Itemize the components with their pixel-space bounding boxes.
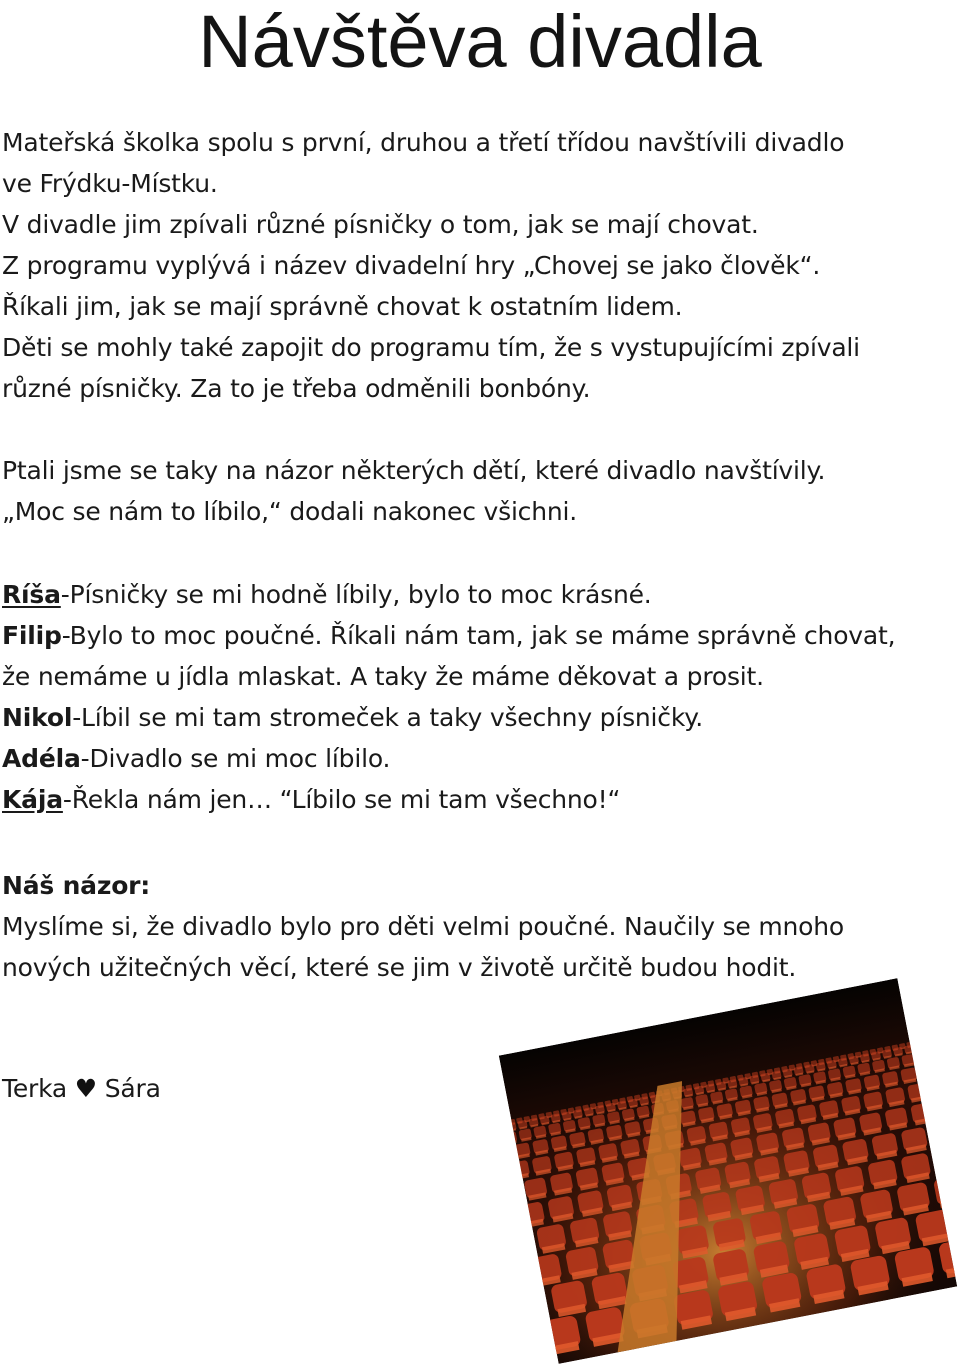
seat	[926, 1040, 936, 1049]
quote-text: -Divadlo se mi moc líbilo.	[80, 744, 391, 773]
opinion-line: Myslíme si, že divadlo bylo pro děti velmi poučné. Naučily se mnoho	[2, 912, 844, 941]
seat	[931, 1048, 945, 1060]
seat-cushion	[928, 1047, 936, 1051]
intro-line: V divadle jim zpívali různé písničky o tom, jak se mají chovat.	[2, 210, 759, 239]
page-title: Návštěva divadla	[198, 0, 762, 83]
seat-cushion	[922, 1043, 927, 1045]
opinion-line: nových užitečných věcí, které se jim v životě určitě budou hodit.	[2, 953, 797, 982]
seat	[930, 1121, 957, 1146]
quote-item	[2, 574, 958, 615]
quote-item	[2, 697, 958, 738]
seat-cushion	[935, 1139, 956, 1149]
author-name: Terka	[2, 1074, 68, 1103]
intro-line: Mateřská školka spolu s první, druhou a třetí třídou navštívili divadlo	[2, 128, 845, 157]
seat-cushion	[939, 1045, 947, 1049]
seat	[914, 1040, 921, 1046]
theater-seats-photo	[499, 978, 957, 1364]
survey-paragraph	[2, 450, 958, 532]
quote-item	[2, 738, 958, 779]
opinion-section	[2, 865, 958, 988]
intro-line: Z programu vyplývá i název divadelní hry „Chovej se jako člověk“.	[2, 251, 821, 280]
child-name: Kája	[2, 785, 63, 814]
seat	[921, 1039, 928, 1045]
quote-text: -Písničky se mi hodně líbily, bylo to moc krásné.	[60, 580, 652, 609]
seat-cushion	[506, 1140, 516, 1145]
intro-line: Říkali jim, jak se mají správně chovat k ostatním lidem.	[2, 292, 683, 321]
survey-line: „Moc se nám to líbilo,“ dodali nakonec všichni.	[2, 497, 578, 526]
seat	[934, 1146, 958, 1174]
seat-cushion	[941, 1112, 958, 1120]
child-name: Ríša	[2, 580, 61, 609]
quote-text: -Bylo to moc poučné. Říkali nám tam, jak se máme správně chovat,	[61, 621, 896, 650]
seat-cushion	[933, 1057, 943, 1062]
author-name: Sára	[104, 1074, 161, 1103]
intro-line: ve Frýdku-Místku.	[2, 169, 218, 198]
seat	[928, 1037, 935, 1043]
seat-cushion	[939, 1166, 957, 1177]
quote-item	[2, 615, 958, 656]
seat	[501, 1120, 508, 1126]
intro-paragraph	[2, 122, 958, 409]
quotes-list	[2, 574, 958, 820]
child-name: Nikol	[2, 703, 73, 732]
quote-text: -Řekla nám jen… “Líbilo se mi tam všechno!“	[62, 785, 621, 814]
child-name: Adéla	[2, 744, 81, 773]
child-name: Filip	[2, 621, 62, 650]
quote-text: -Líbil se mi tam stromeček a taky všechny písničky.	[72, 703, 703, 732]
seat	[955, 1201, 957, 1235]
seat-cushion	[917, 1049, 925, 1053]
seat-cushion	[915, 1044, 920, 1046]
seat	[915, 1042, 925, 1051]
seat-cushion	[940, 1196, 958, 1208]
intro-line: Děti se mohly také zapojit do programu tím, že s vystupujícími zpívali	[2, 333, 860, 362]
quote-item	[2, 656, 958, 697]
seat-cushion	[503, 1125, 508, 1127]
heart-icon: ♥	[74, 1074, 98, 1103]
quote-text: že nemáme u jídla mlaskat. A taky že máme děkovat a prosit.	[2, 662, 764, 691]
seat	[937, 1038, 947, 1047]
seat-cushion	[919, 1060, 929, 1065]
seat-cushion	[930, 1042, 935, 1044]
intro-line: různé písničky. Za to je třeba odměnili bonbóny.	[2, 374, 591, 403]
theater-seats-image	[499, 978, 957, 1364]
quote-item	[2, 779, 958, 820]
opinion-heading: Náš názor:	[2, 871, 151, 900]
seat	[916, 1051, 930, 1063]
survey-line: Ptali jsme se taky na názor některých dětí, které divadlo navštívily.	[2, 456, 826, 485]
